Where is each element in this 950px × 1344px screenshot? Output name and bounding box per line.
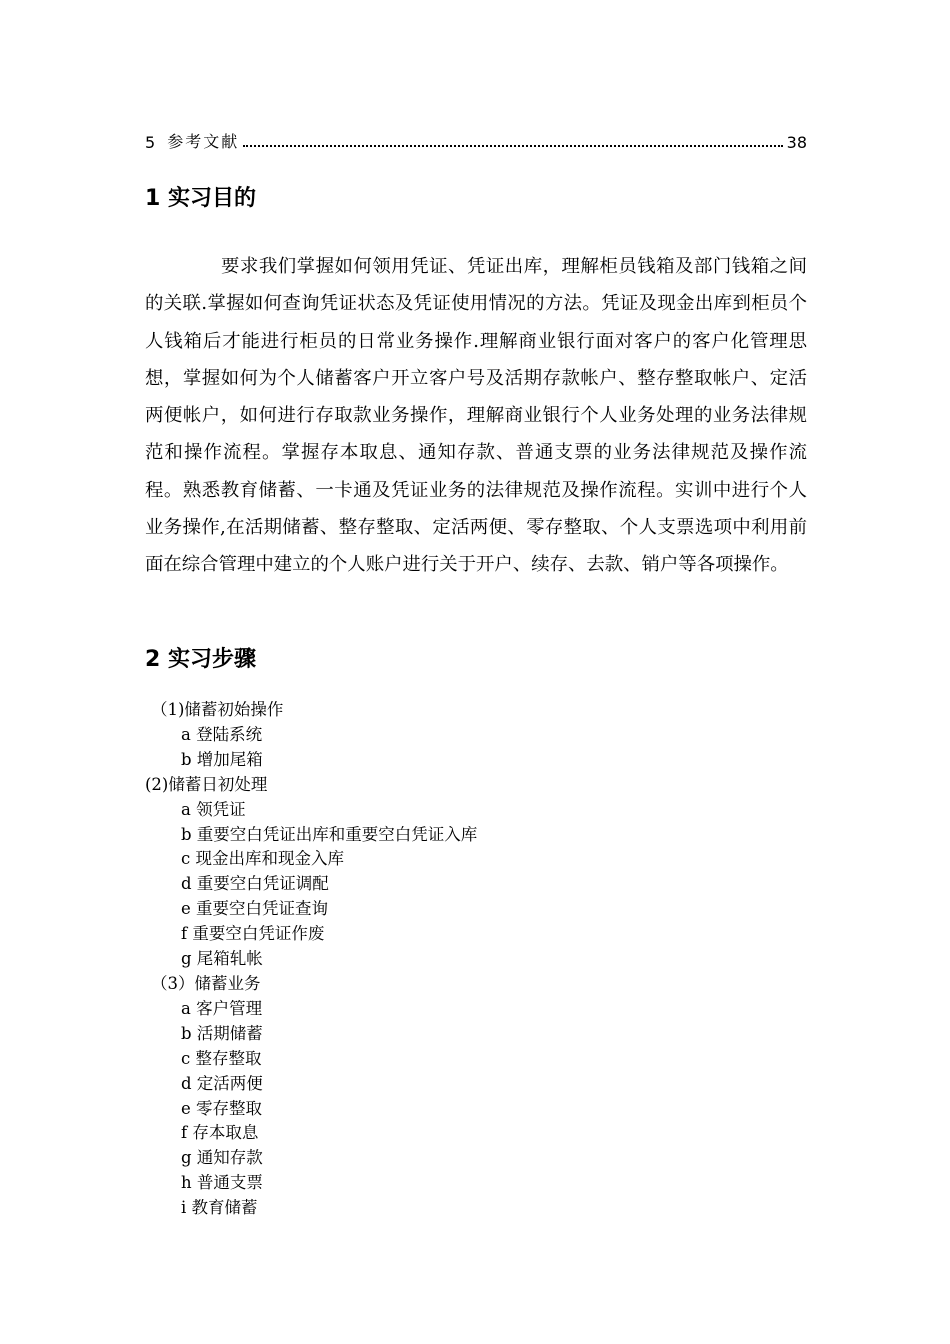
- step-item: c 整存整取: [181, 1048, 262, 1068]
- step-item: e 零存整取: [181, 1098, 263, 1118]
- step-item: i 教育储蓄: [181, 1198, 258, 1218]
- step-item: e 重要空白凭证查询: [181, 899, 329, 919]
- step-group-title: （3）储蓄业务: [151, 973, 261, 993]
- section-1-paragraph: 要求我们掌握如何领用凭证、凭证出库，理解柜员钱箱及部门钱箱之间的关联.掌握如何查询凭证状态及凭证使用情况的方法。凭证及现金出库到柜员个人钱箱后才能进行柜员的日常业务操作.理解商业银行面对客户的客户化管理思想，掌握如何为个人储蓄客户开立客户号及活期存款帐户、整存整取帐户、定活两便帐户，如何进行存取款业务操作，理解商业银行个人业务处理的业务法律规范和操作流程。掌握存本取息、通知存款、普通支票的业务法律规范及操作流程。熟悉教育储蓄、一卡通及凭证业务的法律规范及操作流程。实训中进行个人业务操作,在活期储蓄、整存整取、定活两便、零存整取、个人支票选项中利用前面在综合管理中建立的个人账户进行关于开户、续存、去款、销户等各项操作。: [145, 256, 807, 576]
- step-item: d 定活两便: [181, 1073, 263, 1093]
- section-1-heading: 1 实习目的: [145, 186, 256, 211]
- step-group-title: (2)储蓄日初处理: [145, 774, 268, 794]
- section-2-heading: 2 实习步骤: [145, 647, 256, 672]
- step-item: a 客户管理: [181, 998, 263, 1018]
- toc-entry-title: 参考文献: [167, 132, 240, 151]
- step-item: a 登陆系统: [181, 724, 263, 744]
- toc-dot-leader: [243, 144, 782, 147]
- step-item: g 尾箱轧帐: [181, 949, 263, 969]
- step-item: h 普通支票: [181, 1173, 263, 1193]
- step-item: f 存本取息: [181, 1123, 259, 1143]
- toc-entry-references[interactable]: [145, 126, 807, 152]
- step-item: d 重要空白凭证调配: [181, 874, 329, 894]
- step-item: b 增加尾箱: [181, 749, 263, 769]
- step-item: b 重要空白凭证出库和重要空白凭证入库: [181, 824, 478, 844]
- step-item: g 通知存款: [181, 1148, 263, 1168]
- step-item: b 活期储蓄: [181, 1023, 263, 1043]
- step-item: c 现金出库和现金入库: [181, 849, 344, 869]
- toc-entry-page-number: 38: [786, 133, 807, 152]
- step-item: a 领凭证: [181, 799, 246, 819]
- step-group-title: （1)储蓄初始操作: [151, 700, 284, 719]
- steps-list: [145, 698, 645, 1221]
- toc-entry-number: 5: [145, 133, 158, 152]
- step-item: f 重要空白凭证作废: [181, 924, 325, 944]
